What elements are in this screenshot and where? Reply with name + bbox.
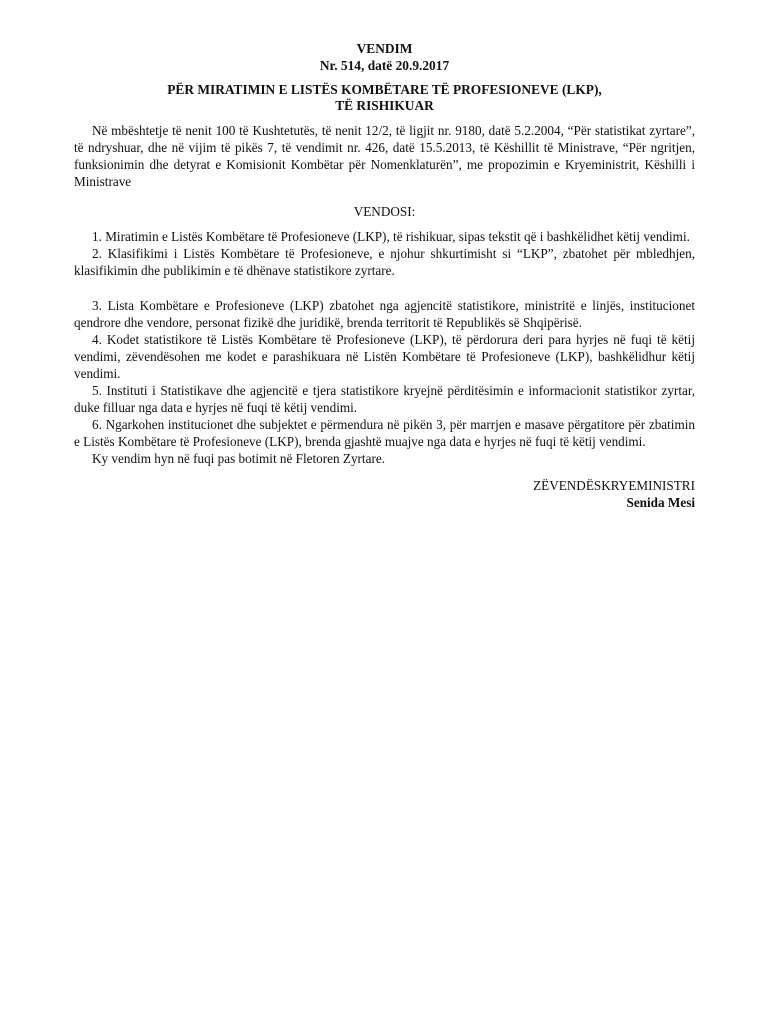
decision-heading: VENDOSI: — [353, 204, 416, 220]
document-heading: VENDIM — [356, 41, 413, 56]
preamble-paragraph: Në mbështetje të nenit 100 të Kushtetutës, të nenit 12/2, të ligjit nr. 9180, datë 5.2.2004, “Për statistikat zyrtare”, të ndryshuar, dhe në vijim të pikës 7, të vendimit nr. 426, datë 15.5.2013, të Këshillit të Ministrave, “Për ngritjen, funksionimin dhe detyrat e Komisionit Kombëtar për Nomenklaturën”, me propozimin e Kryeministrit, Këshilli i Ministrave — [74, 123, 695, 189]
decision-item-5: 5. Instituti i Statistikave dhe agjencitë e tjera statistikore kryejnë përditësimin e informacionit statistikor zyrtar, duke filluar nga data e hyrjes në fuqi të këtij vendimi. — [74, 383, 695, 416]
document-number: Nr. 514, datë 20.9.2017 — [319, 58, 450, 73]
decision-item-2: 2. Klasifikimi i Listës Kombëtare të Profesioneve, e njohur shkurtimisht si “LKP”, zbatohet për mbledhjen, klasifikimin dhe publikimin e të dhënave statistikore zyrtare. — [74, 246, 695, 279]
decision-item-6: 6. Ngarkohen institucionet dhe subjektet e përmendura në pikën 3, për marrjen e masave përgatitore për zbatimin e Listës Kombëtare të Profesioneve (LKP), brenda gjashtë muajve nga data e hyrjes në fuqi të këtij vendimi. — [74, 417, 695, 450]
decision-item-3: 3. Lista Kombëtare e Profesioneve (LKP) zbatohet nga agjencitë statistikore, ministritë e linjës, institucionet qendrore dhe vendore, personat fizikë dhe juridikë, brenda territorit të Republikës së Shqipërisë. — [74, 298, 695, 331]
document-title-line-1: PËR MIRATIMIN E LISTËS KOMBËTARE TË PROFESIONEVE (LKP), — [167, 82, 602, 97]
signature-name: Senida Mesi — [626, 495, 695, 511]
signature-title: ZËVENDËSKRYEMINISTRI — [533, 478, 695, 494]
entry-into-force: Ky vendim hyn në fuqi pas botimit në Fletoren Zyrtare. — [92, 451, 385, 467]
document-page — [74, 40, 695, 511]
decision-item-1: 1. Miratimin e Listës Kombëtare të Profesioneve (LKP), të rishikuar, sipas tekstit që i bashkëlidhet këtij vendimi. — [92, 229, 690, 245]
decision-item-4: 4. Kodet statistikore të Listës Kombëtare të Profesioneve (LKP), të përdorura deri para hyrjes në fuqi të këtij vendimi, zëvendësohen me kodet e parashikuara në Listën Kombëtare të Profesioneve (LKP), bashkëlidhur këtij vendimi. — [74, 332, 695, 382]
paragraph-spacer — [74, 279, 695, 297]
document-title-line-2: TË RISHIKUAR — [335, 98, 434, 113]
